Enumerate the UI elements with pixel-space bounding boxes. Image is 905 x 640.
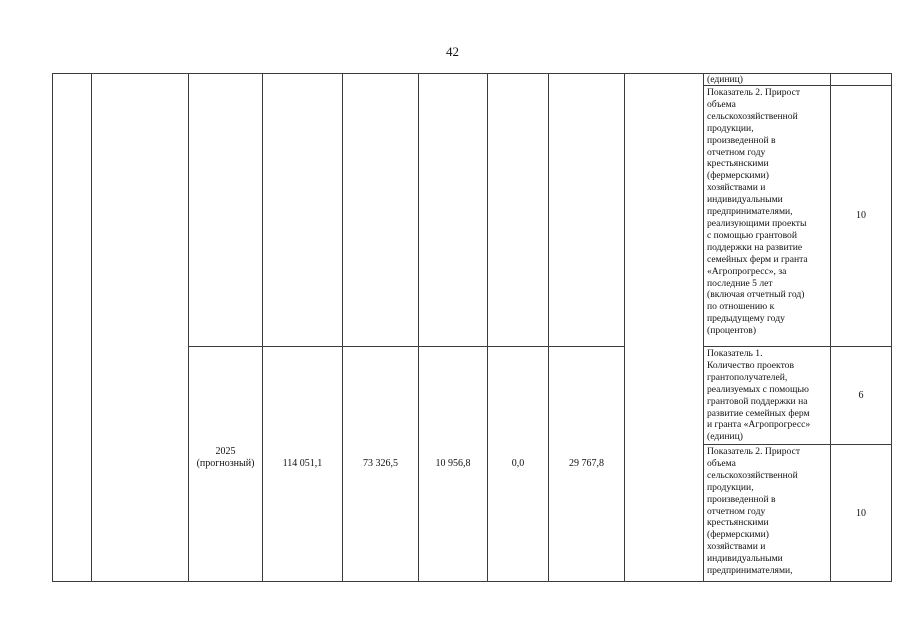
col-border bbox=[262, 73, 263, 582]
total-value: 114 051,1 bbox=[282, 458, 323, 469]
year-cell: 2025 (прогнозный) bbox=[196, 446, 255, 469]
table-bottom-border bbox=[52, 581, 892, 582]
col-border bbox=[624, 73, 625, 582]
col-c-value: 0,0 bbox=[511, 458, 525, 469]
col-border bbox=[91, 73, 92, 582]
indicator-tail-text: (единиц) bbox=[707, 74, 743, 85]
col-border bbox=[342, 73, 343, 582]
row-divider-2025 bbox=[188, 346, 624, 347]
col-b-value: 10 956,8 bbox=[435, 458, 471, 469]
row-divider-ind2 bbox=[703, 444, 892, 445]
row-divider-ind1 bbox=[703, 346, 892, 347]
col-border bbox=[891, 73, 892, 582]
target-value: 10 bbox=[856, 210, 866, 221]
target-value: 6 bbox=[858, 390, 864, 401]
target-value: 10 bbox=[856, 508, 866, 519]
page-number: 42 bbox=[446, 44, 459, 59]
col-a-value: 73 326,5 bbox=[363, 458, 398, 469]
col-border bbox=[52, 73, 53, 582]
col-d-value: 29 767,8 bbox=[569, 458, 604, 469]
col-border bbox=[548, 73, 549, 582]
indicator-2-text: Показатель 2. Прирост объема сельскохозяйственной продукции, произведенной в отчетном году крестьянскими (фермерскими) хозяйствами и индивидуальными предпринимателями, реализующими проекты с помощью грантовой поддержки на развитие семейных ферм и гранта «Агропрогресс», за последние 5 лет (включая отчетный год) по отношению к предыдущему году (процентов) bbox=[707, 87, 808, 337]
col-border bbox=[830, 73, 831, 582]
col-border bbox=[487, 73, 488, 582]
indicator-2-text: Показатель 2. Прирост объема сельскохозяйственной продукции, произведенной в отчетном году крестьянскими (фермерскими) хозяйствами и индивидуальными предпринимателями, bbox=[707, 446, 801, 577]
col-border bbox=[418, 73, 419, 582]
table-top-border bbox=[52, 73, 892, 74]
col-border bbox=[188, 73, 189, 582]
indicator-1-text: Показатель 1. Количество проектов грантополучателей, реализуемых с помощью грантовой поддержки на развитие семейных ферм и гранта «Агропрогресс» (единиц) bbox=[707, 348, 811, 443]
col-border bbox=[703, 73, 704, 582]
